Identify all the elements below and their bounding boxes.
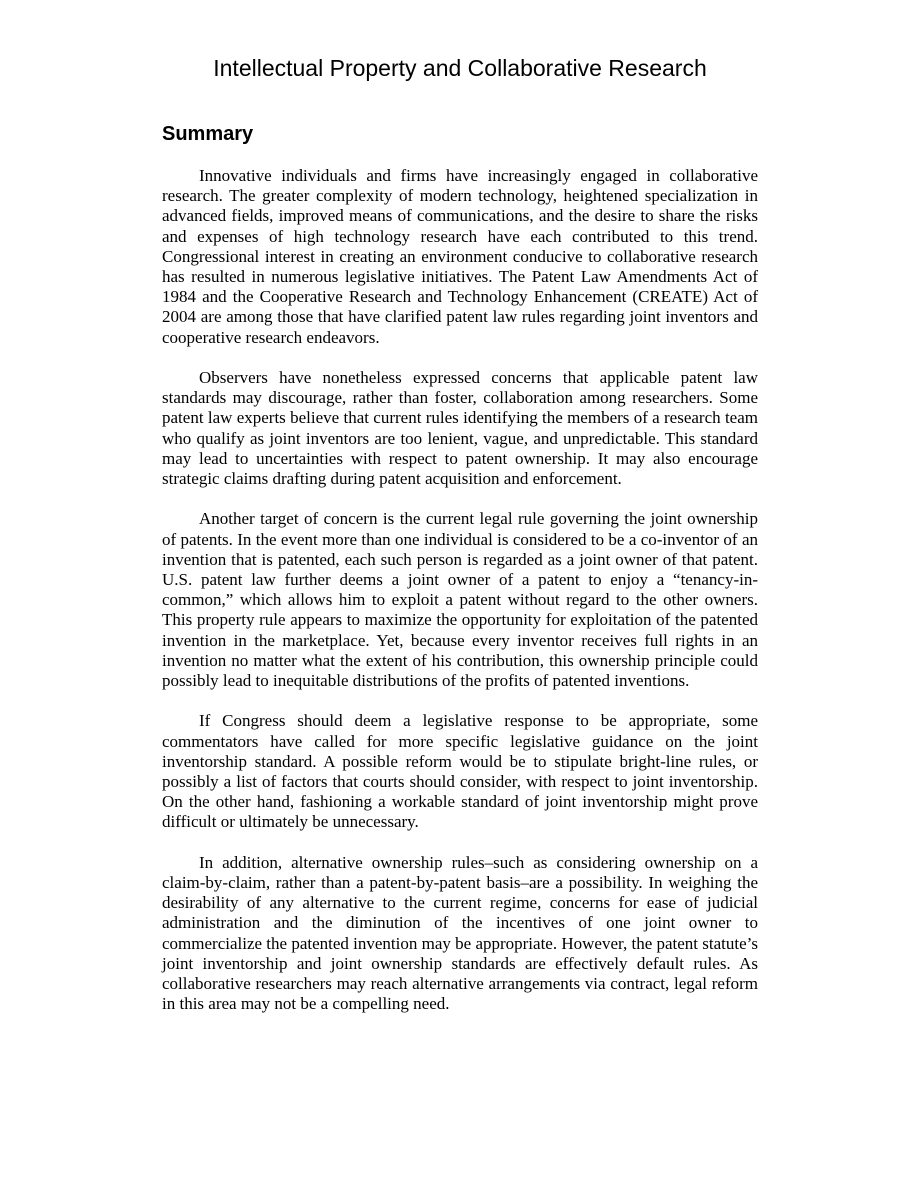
paragraph: Another target of concern is the current legal rule governing the joint ownership of patents. In the event more than one individual is considered to be a co-inventor of an invention that is patented, each such person is regarded as a joint owner of that patent. U.S. patent law further deems a joint owner of a patent to enjoy a “tenancy-in-common,” which allows him to exploit a patent without regard to the other owners. This property rule appears to maximize the opportunity for exploitation of the patented invention in the marketplace. Yet, because every inventor receives full rights in an invention no matter what the extent of his contribution, this ownership principle could possibly lead to inequitable distributions of the profits of patented inventions. (162, 509, 758, 691)
paragraph: If Congress should deem a legislative response to be appropriate, some commentators have called for more specific legislative guidance on the joint inventorship standard. A possible reform would be to stipulate bright-line rules, or possibly a list of factors that courts should consider, with respect to joint inventorship. On the other hand, fashioning a workable standard of joint inventorship might prove difficult or ultimately be unnecessary. (162, 711, 758, 832)
section-heading: Summary (162, 123, 254, 145)
paragraph: Observers have nonetheless expressed concerns that applicable patent law standards may discourage, rather than foster, collaboration among researchers. Some patent law experts believe that current rules identifying the members of a research team who qualify as joint inventors are too lenient, vague, and unpredictable. This standard may lead to uncertainties with respect to patent ownership. It may also encourage strategic claims drafting during patent acquisition and enforcement. (162, 368, 758, 489)
paragraph: In addition, alternative ownership rules–such as considering ownership on a claim-by-claim, rather than a patent-by-patent basis–are a possibility. In weighing the desirability of any alternative to the current regime, concerns for ease of judicial administration and the diminution of the incentives of one joint owner to commercialize the patented invention may be appropriate. However, the patent statute’s joint inventorship and joint ownership standards are effectively default rules. As collaborative researchers may reach alternative arrangements via contract, legal reform in this area may not be a compelling need. (162, 852, 758, 1014)
document-title: Intellectual Property and Collaborative Research (213, 55, 707, 81)
summary-body (162, 166, 758, 1035)
paragraph: Innovative individuals and firms have increasingly engaged in collaborative research. The greater complexity of modern technology, heightened specialization in advanced fields, improved means of communications, and the desire to share the risks and expenses of high technology research have each contributed to this trend. Congressional interest in creating an environment conducive to collaborative research has resulted in numerous legislative initiatives. The Patent Law Amendments Act of 1984 and the Cooperative Research and Technology Enhancement (CREATE) Act of 2004 are among those that have clarified patent law rules regarding joint inventors and cooperative research endeavors. (162, 166, 758, 347)
